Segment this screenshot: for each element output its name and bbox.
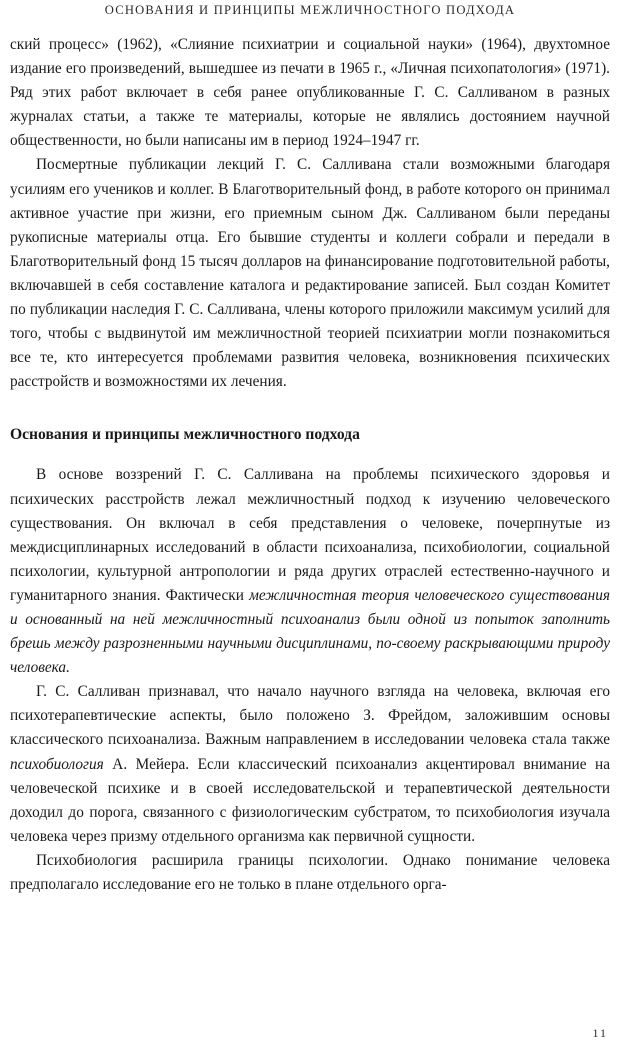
italic-term: психобиология [10, 755, 104, 773]
paragraph-interpersonal-approach [10, 463, 610, 680]
page-number: 11 [592, 1026, 608, 1040]
italic-emphasis: межличностная теория человеческого существования и основанный на ней межличностный психоанализ были одной из попыток заполнить брешь между разрозненными научными дисциплинами, по-своему раскрывающими природу человека. [10, 586, 610, 677]
running-head: ОСНОВАНИЯ И ПРИНЦИПЫ МЕЖЛИЧНОСТНОГО ПОДХОДА [104, 3, 516, 17]
paragraph-posthumous-publications: Посмертные публикации лекций Г. С. Салливана стали возможными благодаря усилиям его учеников и коллег. В Благотворительный фонд, в работе которого он принимал активное участие при жизни, его приемным сыном Дж. Салливаном были переданы рукописные материалы отца. Его бывшие студенты и коллеги собрали и передали в Благотворительный фонд 15 тысяч долларов на финансирование подготовительной работы, включавшей в себя составление каталога и редактирование записей. Был создан Комитет по публикации наследия Г. С. Салливана, члены которого приложили максимум усилий для того, чтобы с выдвинутой им межличностной теорией психиатрии могли познакомиться все те, кто интересуется проблемами развития человека, возникновения психических расстройств и возможностями их лечения. [10, 156, 610, 391]
paragraph-psychobiology-boundaries: Психобиология расширила границы психологии. Однако понимание человека предполагало исследование его не только в плане отдельного орга- [10, 851, 610, 893]
paragraph-continuation: ский процесс» (1962), «Слияние психиатрии и социальной науки» (1964), двухтомное издание его произведений, вышедшее из печати в 1965 г., «Личная психопатология» (1971). Ряд этих работ включает в себя ранее опубликованные Г. С. Салливаном в разных журналах статьи, а также те материалы, которые не являлись достоянием научной общественности, но были написаны им в период 1924–1947 гг. [10, 36, 610, 150]
body-text [10, 33, 610, 897]
paragraph-text: В основе воззрений Г. С. Салливана на проблемы психического здоровья и психических расстройств лежал межличностный подход к изучению человеческого существования. Он включал в себя представления о человеке, почерпнутые из междисциплинарных исследований в области психоанализа, психобиологии, социальной психологии, культурной антропологии и ряда других отраслей естественно-научного и гуманитарного знания. Фактически [10, 466, 610, 604]
paragraph-text: А. Мейера. Если классический психоанализ акцентировал внимание на человеческой психике и в своей исследовательской и терапевтической деятельности доходил до порога, связанного с физиологическим субстратом, то психобиология изучала человека через призму отдельного организма как первичной сущности. [10, 755, 610, 845]
paragraph-psychobiology-intro [10, 680, 610, 849]
paragraph-text: Г. С. Салливан признавал, что начало научного взгляда на человека, включая его психотерапевтические аспекты, было положено З. Фрейдом, заложившим основы классического психоанализа. Важным направлением в исследовании человека стала также [10, 683, 610, 749]
section-heading: Основания и принципы межличностного подхода [10, 426, 360, 444]
